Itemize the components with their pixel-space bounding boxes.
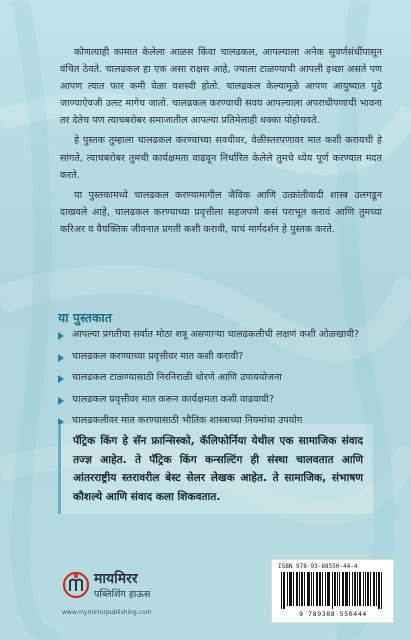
publisher-subtitle: पब्लिशिंग हाऊस	[94, 589, 151, 600]
publisher-logo-block	[62, 567, 182, 619]
list-item-text: चालढकल प्रवृत्तीवर मात करून कार्यक्षमता कशी वाढवावी?	[72, 393, 274, 405]
barcode-bars	[280, 572, 385, 609]
list-item	[58, 348, 388, 366]
list-item	[58, 326, 388, 344]
isbn-label: ISBN 978-93-88550-44-4	[278, 563, 358, 570]
barcode-digits: 9 789388 550444	[299, 610, 367, 618]
intro-paragraph-2: हे पुस्तक तुम्हाला चालढकल करण्याच्या सवयीवर, वेळीस्तरपणावर मात कशी करायची हे सांगते, त्याचबरोबर तुमची कार्यक्षमता वाढवून निर्धारित केलेले तुमचे ध्येय पूर्ण करण्यात मदत करते.	[60, 135, 382, 181]
publisher-logo-icon	[62, 571, 90, 599]
list-item-text: आपल्या प्रगतीचा सर्वात मोठा शत्रू असणाऱ्या चालढकलीची लक्षणं कशी ओळखावी?	[72, 329, 360, 340]
highlights-list	[58, 326, 388, 434]
list-item-text: चालढकल टाळण्यासाठी निरनिराळी धोरणे आणि उपाययोजना	[72, 372, 282, 383]
intro-paragraph-1: कोणत्याही कामात केलेला आळस किंवा चालढकल, आपल्याला अनेक सुवर्णसंधींपासून वंचित ठेवते. चालढकल हा एक असा राक्षस आहे, ज्याला टाळण्याची आपली इच्छा असते पण आपण त्यात फार कमी वेळा यशस्वी होतो. चालढकल केल्यामुळे आपण आयुष्यात पुढे जाण्याऐवजी उलट मागेच जातो. चालढकल करण्याची सवय आपल्याला अपराधीपणाची भावना तर देतेच पण त्याचबरोबर समाजातील आपल्या प्रतिमेलाही धक्का पोहोचवते.	[60, 47, 382, 127]
triangle-bullet-icon	[58, 332, 64, 340]
isbn-barcode	[271, 559, 394, 623]
section-heading: या पुस्तकात	[58, 310, 112, 325]
triangle-bullet-icon	[58, 397, 64, 405]
triangle-bullet-icon	[58, 354, 64, 362]
list-item-text: चालढकलीवर मात करण्यासाठी भौतिक शास्त्राच्या नियमांचा उपयोग	[72, 415, 303, 426]
list-item	[58, 391, 388, 409]
intro-paragraph-3: या पुस्तकामध्ये चालढकल करण्यामागील जैविक आणि उत्क्रांतीवादी शास्त्र उलगडून दाखवले आहे, चालढकल करण्याच्या प्रवृत्तीला सहजपणे कसं पराभूत करावं आणि तुमच्या करिअर व वैयक्तिक जीवनात प्रगती कशी करावी, याचं मार्गदर्शन हे पुस्तक करते.	[60, 189, 382, 235]
list-item-text: चालढकल करण्याच्या प्रवृत्तीवर मात कशी करावी?	[72, 350, 244, 362]
triangle-bullet-icon	[58, 375, 64, 383]
publisher-url: www.mymirrorpublishing.com	[62, 609, 152, 616]
intro-text	[60, 44, 382, 241]
author-bio: पॅट्रिक किंग हे सॅन फ्रान्सिस्को, कॅलिफोर्निया येथील एक सामाजिक संवाद तज्ज्ञ आहेत. ते पॅट्रिक किंग कन्सल्टिंग ही संस्था चालवतात आणि आंतरराष्ट्रीय स्तरावरील बेस्ट सेलर लेखक आहेत. ते सामाजिक, संभाषण कौशल्ये आणि संवाद कला शिकवतात.	[58, 424, 373, 514]
list-item	[58, 369, 388, 387]
publisher-name: मायमिरर	[94, 571, 138, 587]
